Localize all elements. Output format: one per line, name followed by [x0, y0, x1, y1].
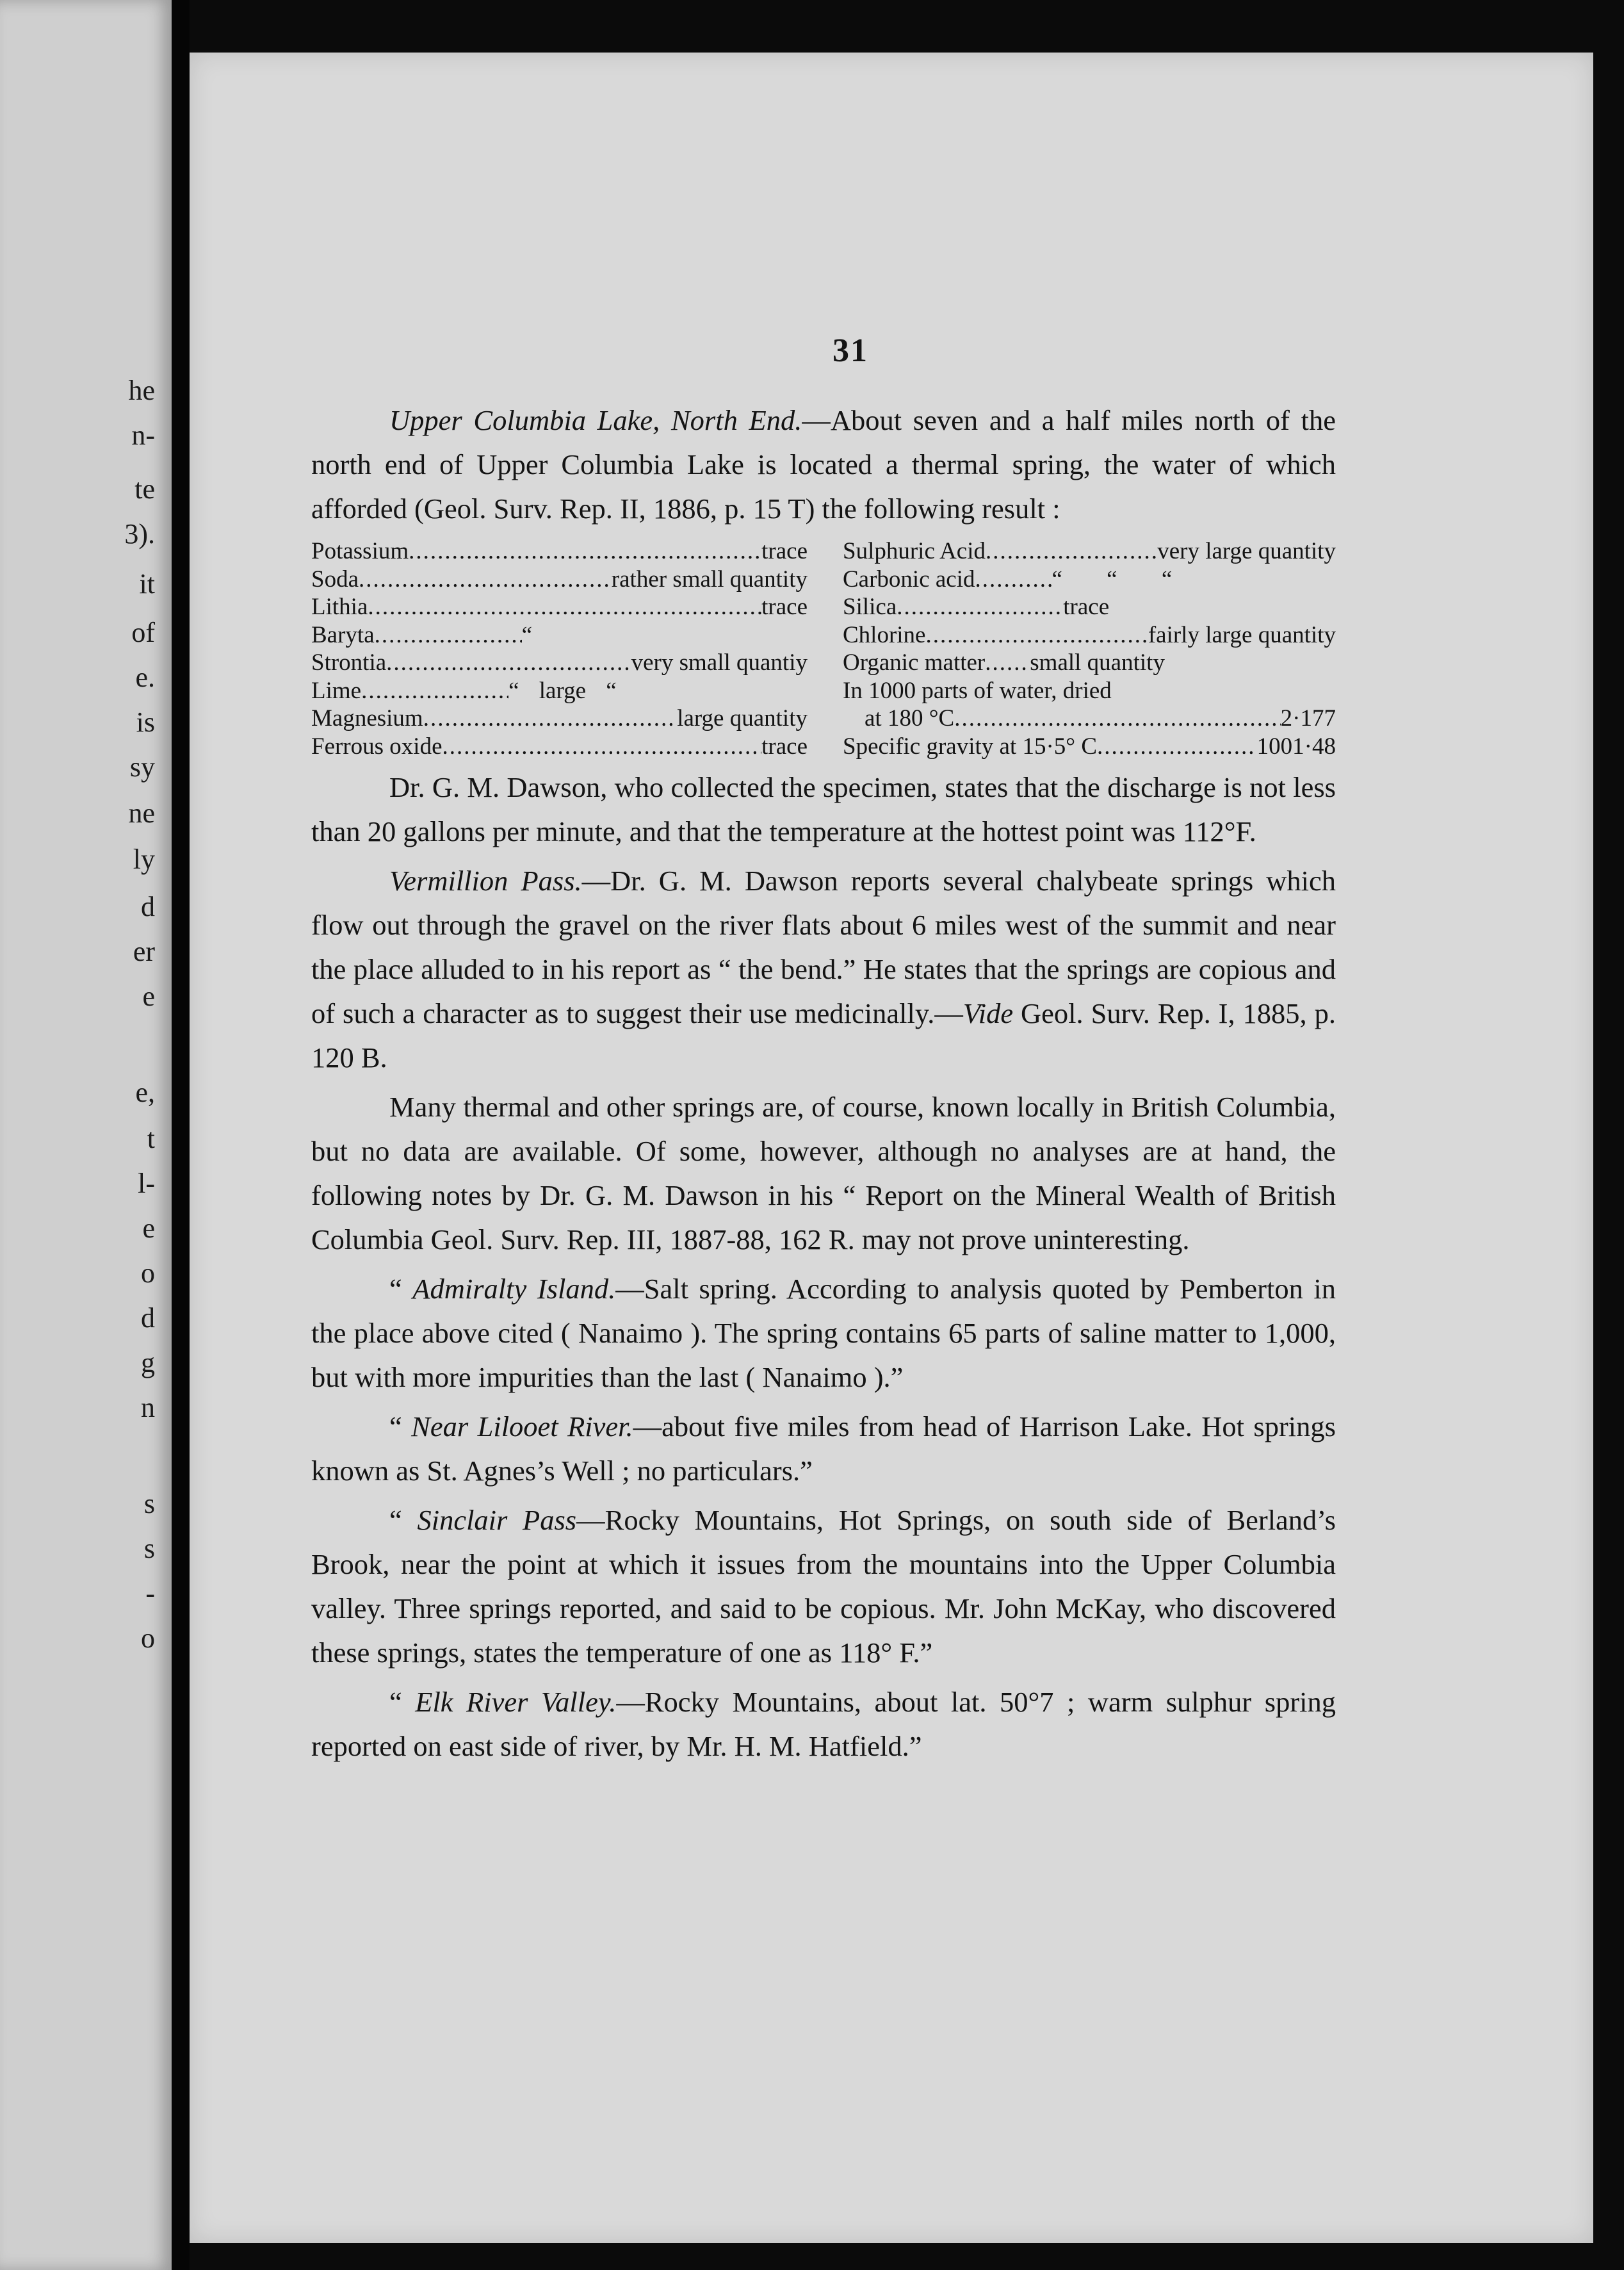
analysis-row: [843, 649, 1336, 677]
analysis-row: [843, 537, 1336, 566]
constituent-name: at 180 °C: [865, 705, 955, 731]
facing-page-fragment: -: [145, 1578, 155, 1609]
paragraph-sinclair-pass: [311, 1498, 1336, 1675]
paragraph-dawson-specimen: [311, 765, 1336, 854]
constituent-name: Carbonic acid: [843, 566, 975, 592]
facing-page-fragment: o: [141, 1257, 155, 1289]
facing-page-fragment: ly: [133, 844, 155, 875]
paragraph-text: Many thermal and other springs are, of course, known locally in British Columbia, but no data are available. Of some, however, although no analyses are at hand, the following notes by Dr. G. M. Dawson in his “ Report on the Mineral Wealth of British Columbia Geol. Surv. Rep. III, 1887-88, 162 R. may not prove uninteresting.: [311, 1091, 1336, 1255]
quote-open: “: [389, 1410, 412, 1442]
facing-page-edge: [0, 0, 172, 2270]
facing-page-fragment: it: [139, 568, 155, 600]
paragraph-text: —Dr. G. M. Dawson reports several chalybeate springs which flow out through the gravel on the river flats about 6 miles west of the summit and near the place alluded to in his report as “ the bend.” He states that the springs are copious and of such a character as to suggest their use medicinally.—: [311, 865, 1336, 1029]
analysis-row: [843, 593, 1336, 621]
paragraph-heading: Admiralty Island.: [412, 1273, 616, 1305]
book-gutter: [172, 0, 190, 2270]
facing-page-fragment: he: [128, 375, 155, 406]
facing-page-fragment: te: [134, 473, 155, 505]
constituent-value: trace: [761, 733, 808, 760]
constituent-name: Ferrous oxide: [311, 733, 443, 760]
paragraph-lilooet-river: [311, 1405, 1336, 1493]
analysis-row: [843, 566, 1336, 594]
facing-page-fragment: ne: [128, 797, 155, 829]
facing-page-fragment: sy: [129, 751, 155, 783]
paragraph-upper-columbia-lake: [311, 398, 1336, 531]
vide-italic: Vide: [962, 997, 1014, 1029]
page-number: 31: [832, 332, 868, 369]
paragraph-admiralty-island: [311, 1267, 1336, 1400]
paragraph-heading: Upper Columbia Lake, North End.: [389, 404, 802, 436]
constituent-value: large quantity: [677, 705, 808, 731]
constituent-value: “: [521, 621, 533, 648]
quote-open: “: [389, 1504, 418, 1536]
scanned-page: [190, 53, 1593, 2243]
constituent-value: “ “ “: [1052, 566, 1173, 592]
constituent-name: Strontia: [311, 649, 387, 676]
paragraph-text: —About seven and a half miles north of the north end of Upper Columbia Lake is located a thermal spring, the water of which afforded (Geol. Surv. Rep. II, 1886, p. 15 T) the following result :: [311, 404, 1336, 525]
analysis-row: [311, 566, 808, 594]
facing-page-fragment: is: [136, 706, 155, 738]
facing-page-fragment: s: [143, 1533, 155, 1564]
facing-page-fragment: t: [147, 1123, 155, 1154]
facing-page-fragment: e.: [135, 662, 155, 693]
analysis-row: [311, 621, 808, 649]
paragraph-other-springs: [311, 1085, 1336, 1262]
analysis-column-left: [311, 537, 808, 760]
analysis-row: [843, 677, 1336, 705]
analysis-column-right: [843, 537, 1336, 760]
constituent-value: fairly large quantity: [1148, 621, 1336, 648]
paragraph-heading: Near Lilooet River.: [411, 1410, 633, 1442]
constituent-name: Magnesium: [311, 705, 423, 731]
paragraph-text: —Rocky Mountains, Hot Springs, on south side of Berland’s Brook, near the point at which it issues from the mountains into the Upper Columbia valley. Three springs reported, and said to be copious. Mr. John McKay, who discovered these springs, states the temperature of one as 118° F.”: [311, 1504, 1336, 1669]
constituent-name: In 1000 parts of water, dried: [843, 677, 1112, 704]
paragraph-text: —Salt spring. According to analysis quoted by Pemberton in the place above cited ( Nanaimo ). The spring contains 65 parts of saline matter to 1,000, but with more impurities than the last ( Nanaimo ).”: [311, 1273, 1336, 1393]
paragraph-heading: Sinclair Pass: [417, 1504, 577, 1536]
constituent-name: Baryta: [311, 621, 375, 648]
constituent-value: trace: [761, 594, 808, 620]
constituent-name: Chlorine: [843, 621, 926, 648]
constituent-name: Specific gravity at 15·5° C: [843, 733, 1098, 760]
facing-page-fragment: g: [141, 1347, 155, 1378]
constituent-value: trace: [761, 538, 808, 564]
facing-page-fragment: d: [141, 1302, 155, 1334]
constituent-value: very large quantity: [1157, 538, 1336, 564]
analysis-row: [311, 733, 808, 761]
analysis-row: [311, 677, 808, 705]
constituent-name: Soda: [311, 566, 359, 592]
constituent-value: 1001·48: [1256, 733, 1336, 760]
analysis-row: [311, 593, 808, 621]
facing-page-fragment: l-: [138, 1168, 155, 1199]
paragraph-text: —about five miles from head of Harrison Lake. Hot springs known as St. Agnes’s Well ; no particulars.”: [311, 1410, 1336, 1487]
facing-page-fragment: e: [142, 981, 155, 1012]
constituent-name: Lithia: [311, 594, 368, 620]
paragraph-text: Dr. G. M. Dawson, who collected the specimen, states that the discharge is not less than 20 gallons per minute, and that the temperature at the hottest point was 112°F.: [311, 771, 1336, 847]
paragraph-vermillion-pass: [311, 859, 1336, 1080]
facing-page-fragment: e: [142, 1213, 155, 1244]
facing-page-fragment: o: [141, 1622, 155, 1654]
analysis-row: [311, 649, 808, 677]
analysis-table: [311, 537, 1336, 760]
facing-page-fragment: of: [131, 617, 155, 648]
constituent-value: very small quantiy: [631, 649, 808, 676]
constituent-value: “ large “: [508, 677, 617, 704]
paragraph-heading: Elk River Valley.: [415, 1686, 617, 1718]
constituent-value: rather small quantity: [611, 566, 808, 592]
analysis-row: [311, 537, 808, 566]
constituent-value: trace: [1063, 594, 1110, 620]
facing-page-fragment: d: [141, 891, 155, 922]
quote-open: “: [389, 1273, 413, 1305]
constituent-value: small quantity: [1030, 649, 1165, 676]
constituent-name: Sulphuric Acid: [843, 538, 986, 564]
constituent-name: Silica: [843, 594, 897, 620]
constituent-name: Potassium: [311, 538, 409, 564]
facing-page-fragment: e,: [135, 1077, 155, 1108]
facing-page-fragment: 3).: [124, 518, 155, 550]
paragraph-text: —Rocky Mountains, about lat. 50°7 ; warm sulphur spring reported on east side of river, by Mr. H. M. Hatfield.”: [311, 1686, 1336, 1762]
quote-open: “: [389, 1686, 416, 1718]
page-body: [311, 398, 1336, 1774]
facing-page-fragment: n: [141, 1392, 155, 1423]
analysis-row: [843, 705, 1336, 733]
analysis-row: [843, 733, 1336, 761]
constituent-name: Organic matter: [843, 649, 986, 676]
paragraph-elk-river-valley: [311, 1680, 1336, 1768]
constituent-name: Lime: [311, 677, 362, 704]
constituent-value: 2·177: [1280, 705, 1336, 731]
facing-page-fragment: er: [133, 936, 155, 967]
paragraph-heading: Vermillion Pass.: [389, 865, 582, 897]
facing-page-fragment: s: [143, 1488, 155, 1519]
analysis-row: [311, 705, 808, 733]
paragraph-text-after: Geol. Surv. Rep. I, 1885, p. 120 B.: [311, 997, 1336, 1074]
analysis-row: [843, 621, 1336, 649]
facing-page-fragment: n-: [131, 420, 155, 451]
